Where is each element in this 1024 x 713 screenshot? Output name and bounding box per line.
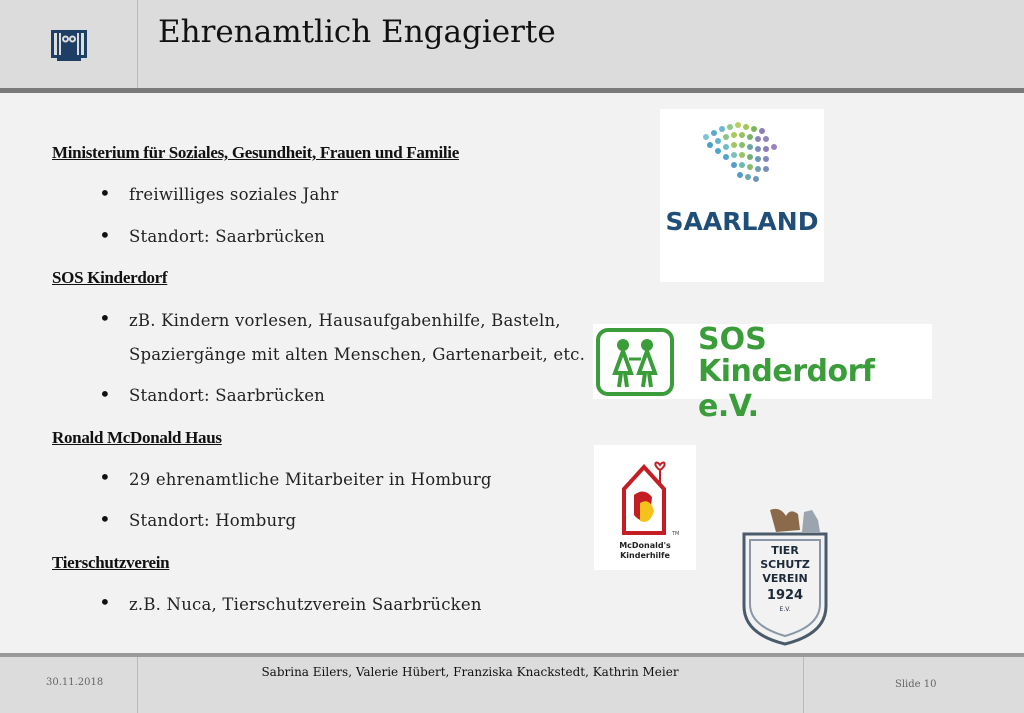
bullet-item: Standort: Homburg	[129, 511, 297, 530]
sos-logo-line2: Kinderdorf e.V.	[698, 354, 875, 424]
saarland-map-icon	[660, 109, 824, 219]
bullet-dot: •	[99, 507, 111, 531]
slide-content	[0, 93, 1024, 653]
slide-footer	[0, 653, 1024, 713]
tierschutz-small: E.V.	[779, 606, 791, 613]
bullet-dot: •	[99, 223, 111, 247]
bullet-item-continuation: Spaziergänge mit alten Menschen, Gartenarbeit, etc.	[129, 345, 586, 364]
tierschutz-line1: TIER	[771, 544, 799, 557]
bullet-item: zB. Kindern vorlesen, Hausaufgabenhilfe, Basteln,	[129, 311, 561, 330]
mcdonalds-kinderhilfe-logo	[594, 445, 696, 570]
bullet-item: freiwilliges soziales Jahr	[129, 185, 339, 204]
sos-children-icon	[595, 327, 675, 397]
slide-header	[0, 0, 1024, 93]
header-logo-box	[0, 0, 138, 88]
tierschutz-line4: 1924	[766, 588, 804, 603]
bullet-item: Standort: Saarbrücken	[129, 227, 325, 246]
bullet-dot: •	[99, 590, 111, 614]
bullet-item: Standort: Saarbrücken	[129, 386, 325, 405]
sos-kinderdorf-logo	[593, 322, 932, 424]
section-heading-ministerium: Ministerium für Soziales, Gesundheit, Frauen und Familie	[52, 143, 459, 162]
page-title: Ehrenamtlich Engagierte	[158, 14, 556, 50]
saarland-logo	[660, 109, 824, 282]
bullet-dot: •	[99, 465, 111, 489]
tierschutz-line3: VEREIN	[762, 572, 808, 585]
ronald-house-icon	[594, 445, 696, 540]
mcdonalds-logo-line2: Kinderhilfe	[620, 551, 670, 560]
bullet-item: 29 ehrenamtliche Mitarbeiter in Homburg	[129, 470, 492, 489]
saarland-logo-text: SAARLAND	[665, 207, 819, 236]
slide-number: Slide 10	[895, 679, 937, 690]
mcdonalds-tm: TM	[672, 531, 680, 537]
section-heading-tierschutz: Tierschutzverein	[52, 553, 170, 572]
university-owl-logo-icon	[49, 24, 89, 64]
sos-logo-line1: SOS	[698, 322, 767, 357]
tierschutzverein-logo	[740, 506, 830, 646]
section-heading-sos: SOS Kinderdorf	[52, 268, 168, 287]
footer-authors: Sabrina Eilers, Valerie Hübert, Franziska Knackstedt, Kathrin Meier	[261, 665, 679, 679]
bullet-dot: •	[99, 181, 111, 205]
tierschutz-line2: SCHUTZ	[760, 558, 810, 571]
bullet-item: z.B. Nuca, Tierschutzverein Saarbrücken	[129, 595, 482, 614]
mcdonalds-logo-line1: McDonald's	[619, 541, 671, 550]
section-heading-mcdonald: Ronald McDonald Haus	[52, 428, 222, 447]
bullet-dot: •	[99, 382, 111, 406]
footer-date: 30.11.2018	[46, 677, 104, 688]
bullet-dot: •	[99, 306, 111, 330]
